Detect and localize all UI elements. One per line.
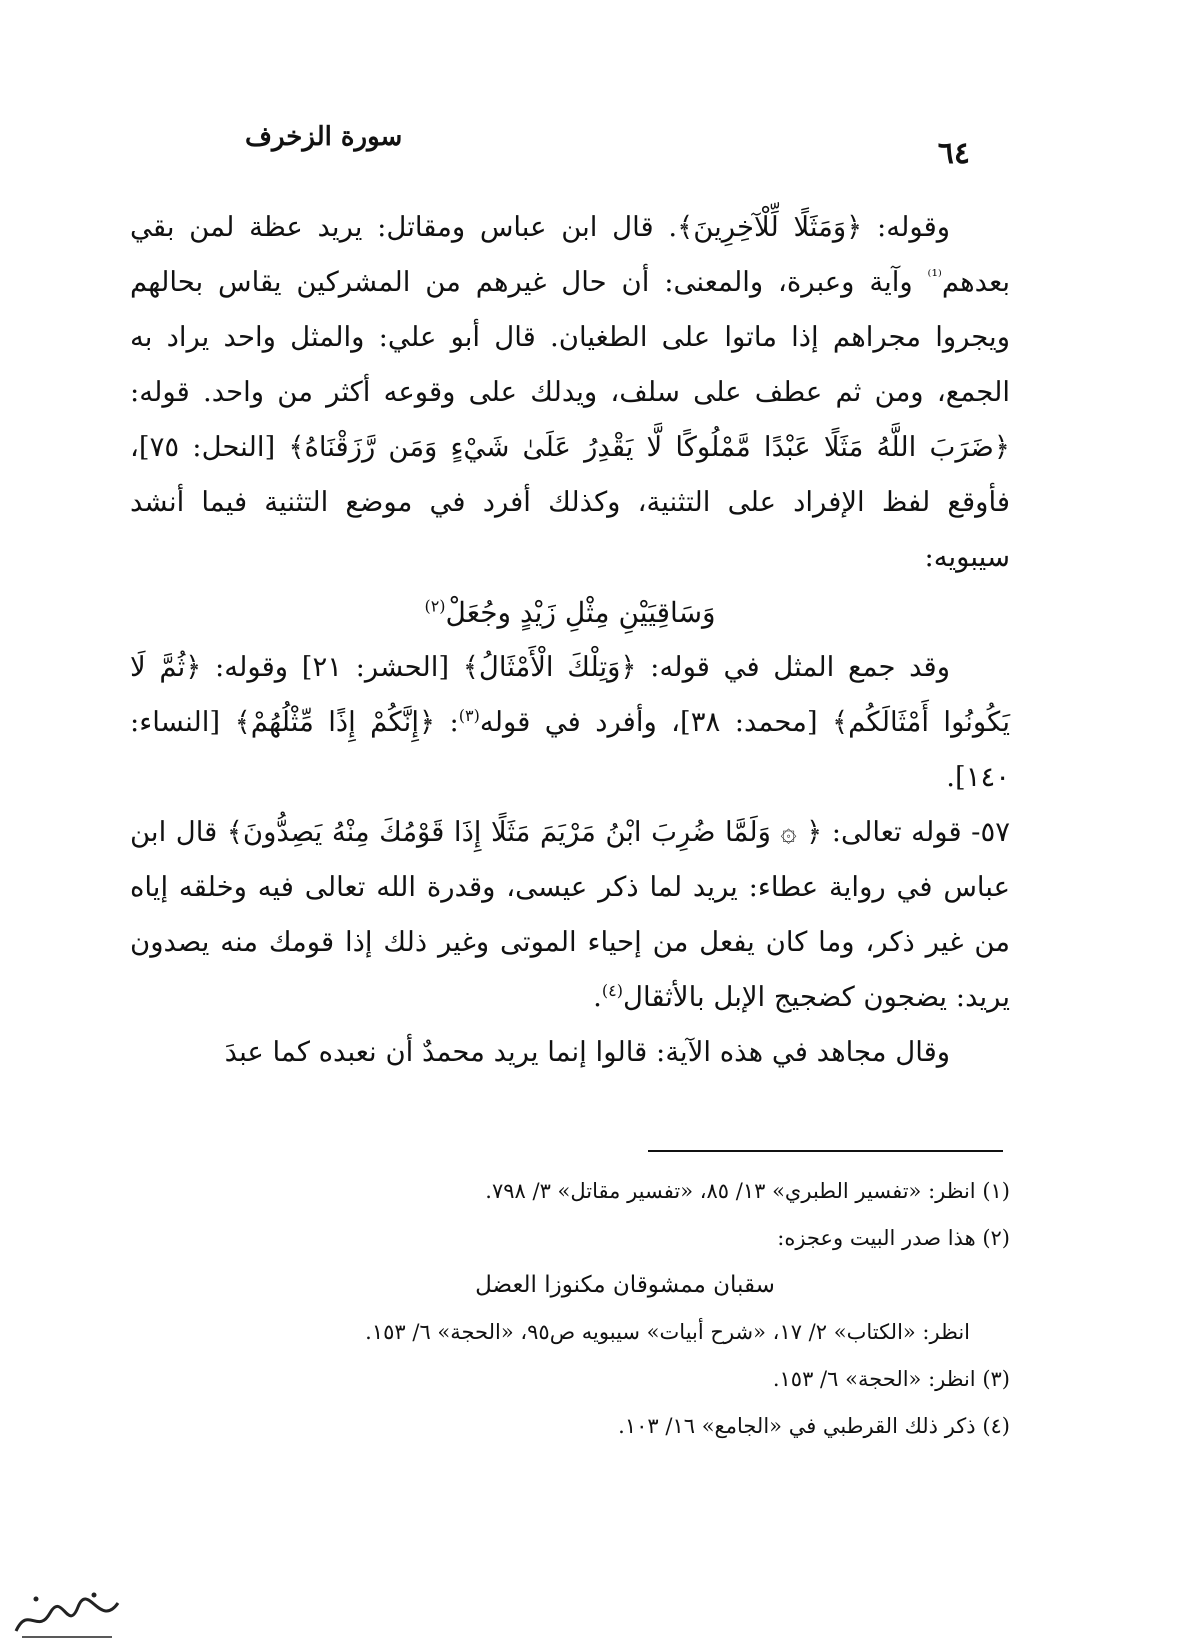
paragraph-3-text-b: . — [593, 981, 602, 1013]
footnote-2-verse: سقبان ممشوقان مكنوزا العضل — [475, 1272, 775, 1298]
footnote-ref-4: (٤) — [601, 980, 623, 1000]
running-title: سورة الزخرف — [245, 122, 403, 152]
paragraph-3-text-a: ٥٧- قوله تعالى: ﴿ ۞ وَلَمَّا ضُرِبَ ابْنُ مَرْيَمَ مَثَلًا إِذَا قَوْمُكَ مِنْهُ يَصِدُّونَ﴾ قال ابن عباس في رواية عطاء: يريد لما ذكر عيسى، وقدرة الله تعالى فيه وخلقه إياه من غير ذكر، وما كان يفعل من إحياء الموتى وغير ذلك إذا قومك منه يصدون يريد: يضجون كضجيج الإبل بالأثقال — [130, 816, 1010, 1013]
footnote-4: (٤) ذكر ذلك القرطبي في «الجامع» ١٦/ ١٠٣. — [618, 1414, 1010, 1438]
page-number: ٦٤ — [937, 136, 970, 171]
footnotes — [180, 1168, 1010, 1450]
footnote-ref-3: (٣) — [458, 705, 480, 725]
paragraph-2 — [130, 640, 1010, 805]
poetry-verse — [130, 585, 1010, 640]
footnote-1: (١) انظر: «تفسير الطبري» ١٣/ ٨٥، «تفسير مقاتل» ٣/ ٧٩٨. — [485, 1179, 1010, 1203]
footnote-2-reference: انظر: «الكتاب» ٢/ ١٧، «شرح أبيات» سيبويه ص٩٥، «الحجة» ٦/ ١٥٣. — [365, 1320, 970, 1344]
paragraph-1 — [130, 200, 1010, 585]
paragraph-2-text-a: وقد جمع المثل في قوله: ﴿وَتِلْكَ الْأَمْثَالُ﴾ [الحشر: ٢١] وقوله: ﴿ثُمَّ لَا يَكُونُوا أَمْثَالَكُم﴾ [محمد: ٣٨]، وأفرد في قوله — [130, 651, 1010, 738]
paragraph-3 — [130, 805, 1010, 1025]
paragraph-1-text-a: وقوله: ﴿وَمَثَلًا لِّلْآخِرِينَ﴾. قال ابن عباس ومقاتل: يريد عظة لمن بقي بعدهم — [130, 211, 1010, 298]
paragraph-1-text-b: وآية وعبرة، والمعنى: أن حال غيرهم من المشركين يقاس بحالهم ويجروا مجراهم إذا ماتوا على الطغيان. قال أبو علي: والمثل واحد يراد به الجمع، ومن ثم عطف على سلف، ويدلك على وقوعه أكثر من واحد. قوله: ﴿ضَرَبَ اللَّهُ مَثَلًا عَبْدًا مَّمْلُوكًا لَّا يَقْدِرُ عَلَىٰ شَيْءٍ وَمَن رَّزَقْنَاهُ﴾ [النحل: ٧٥]، فأوقع لفظ الإفراد على التثنية، وكذلك أفرد في موضع التثنية فيما أنشد سيبويه: — [130, 266, 1010, 573]
footnote-divider — [648, 1150, 1003, 1152]
verse-text: وَسَاقِيَيْنِ مِثْلِ زَيْدٍ وجُعَلْ — [445, 596, 716, 629]
paragraph-4: وقال مجاهد في هذه الآية: قالوا إنما يريد محمدٌ أن نعبده كما عبدَ — [224, 1036, 950, 1068]
publisher-logo — [8, 1585, 128, 1645]
footnote-ref-2: (٢) — [424, 596, 446, 616]
footnote-ref-1: ⁽¹⁾ — [927, 265, 942, 285]
footnote-3: (٣) انظر: «الحجة» ٦/ ١٥٣. — [772, 1367, 1010, 1391]
page-header — [150, 110, 970, 170]
paragraph-2-text-b: : ﴿إِنَّكُمْ إِذًا مِّثْلُهُمْ﴾ [النساء: ١٤٠]. — [130, 706, 1010, 793]
footnote-2: (٢) هذا صدر البيت وعجزه: — [777, 1226, 1010, 1250]
main-text — [130, 200, 1010, 1080]
